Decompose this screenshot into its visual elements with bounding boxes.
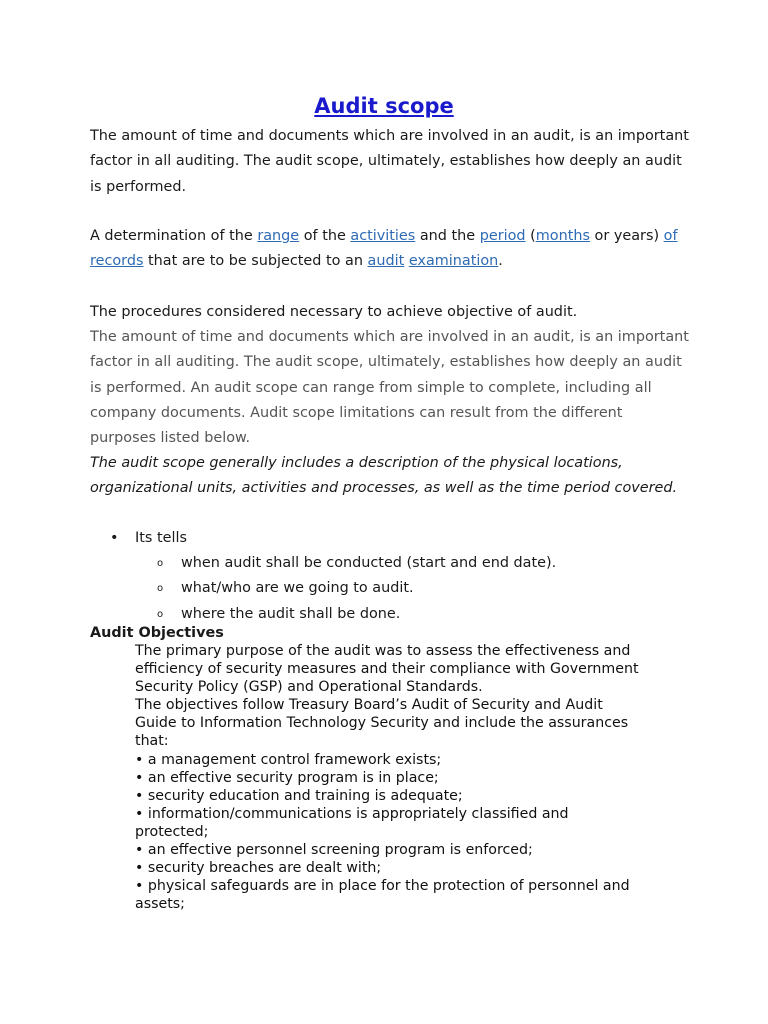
- objectives-line: The objectives follow Treasury Board’s Audit of Security and Audit: [135, 697, 603, 714]
- bullet-dot-icon: •: [110, 530, 119, 546]
- page-title[interactable]: Audit scope: [314, 94, 454, 118]
- circle-bullet-icon: o: [157, 558, 164, 569]
- objectives-line: assets;: [135, 896, 185, 913]
- circle-bullet-icon: o: [157, 583, 164, 594]
- intro-paragraph: The amount of time and documents which are involved in an audit, is an important factor in all auditing. The audit scope, ultimately, establishes how deeply an audit is performed.: [90, 128, 689, 195]
- objectives-line: • security education and training is adequate;: [135, 787, 463, 804]
- objectives-line: • information/communications is appropriately classified and: [135, 805, 569, 822]
- procedures-paragraph: The procedures considered necessary to achieve objective of audit.: [90, 304, 578, 320]
- sub-bullet-item: [157, 551, 556, 576]
- sub-bullet-text: when audit shall be conducted (start and end date).: [181, 555, 557, 571]
- determination-paragraph: [90, 224, 690, 275]
- scope-description-paragraph: The amount of time and documents which are involved in an audit, is an important factor in all auditing. The audit scope, ultimately, establishes how deeply an audit is performed. An audit scope can range from simple to complete, including all company documents. Audit scope limitations can result from the different purposes listed below.: [90, 329, 689, 447]
- objectives-line: Guide to Information Technology Security and include the assurances: [135, 715, 629, 732]
- sub-bullet-item: [157, 576, 414, 601]
- link-of-records[interactable]: of records: [90, 228, 678, 270]
- text-span: .: [498, 253, 503, 270]
- sub-bullet-text: what/who are we going to audit.: [181, 580, 414, 596]
- objectives-line: • a management control framework exists;: [135, 751, 442, 768]
- circle-bullet-icon: o: [157, 609, 164, 620]
- bullet-label: Its tells: [135, 530, 187, 546]
- link-range[interactable]: range: [257, 228, 300, 244]
- objectives-line: Security Policy (GSP) and Operational Standards.: [135, 679, 483, 696]
- objectives-heading: Audit Objectives: [90, 625, 224, 641]
- text-span: (: [525, 228, 536, 244]
- link-examination[interactable]: examination: [408, 253, 499, 270]
- link-months[interactable]: months: [535, 228, 590, 244]
- objectives-line: The primary purpose of the audit was to assess the effectiveness and: [135, 643, 631, 659]
- text-span: that are to be subjected to an: [143, 253, 368, 270]
- text-span: and the: [415, 228, 480, 244]
- objectives-line: • an effective security program is in place;: [135, 769, 439, 786]
- text-span: A determination of the: [90, 228, 258, 244]
- objectives-line: protected;: [135, 823, 209, 840]
- objectives-line: that:: [135, 733, 169, 750]
- objectives-line: • an effective personnel screening program is enforced;: [135, 842, 533, 859]
- link-audit[interactable]: audit: [367, 253, 405, 270]
- objectives-line: • security breaches are dealt with;: [135, 860, 382, 877]
- link-period[interactable]: period: [479, 228, 526, 244]
- text-span: of the: [299, 228, 351, 244]
- text-span: or years): [589, 228, 664, 244]
- objectives-line: efficiency of security measures and their compliance with Government: [135, 661, 639, 678]
- link-activities[interactable]: activities: [350, 228, 416, 244]
- objectives-line: • physical safeguards are in place for the protection of personnel and: [135, 878, 630, 895]
- bullet-item: [110, 526, 187, 551]
- objectives-block: [135, 642, 695, 913]
- scope-includes-paragraph: The audit scope generally includes a description of the physical locations, organizational units, activities and processes, as well as the time period covered.: [90, 455, 678, 497]
- sub-bullet-text: where the audit shall be done.: [181, 606, 401, 622]
